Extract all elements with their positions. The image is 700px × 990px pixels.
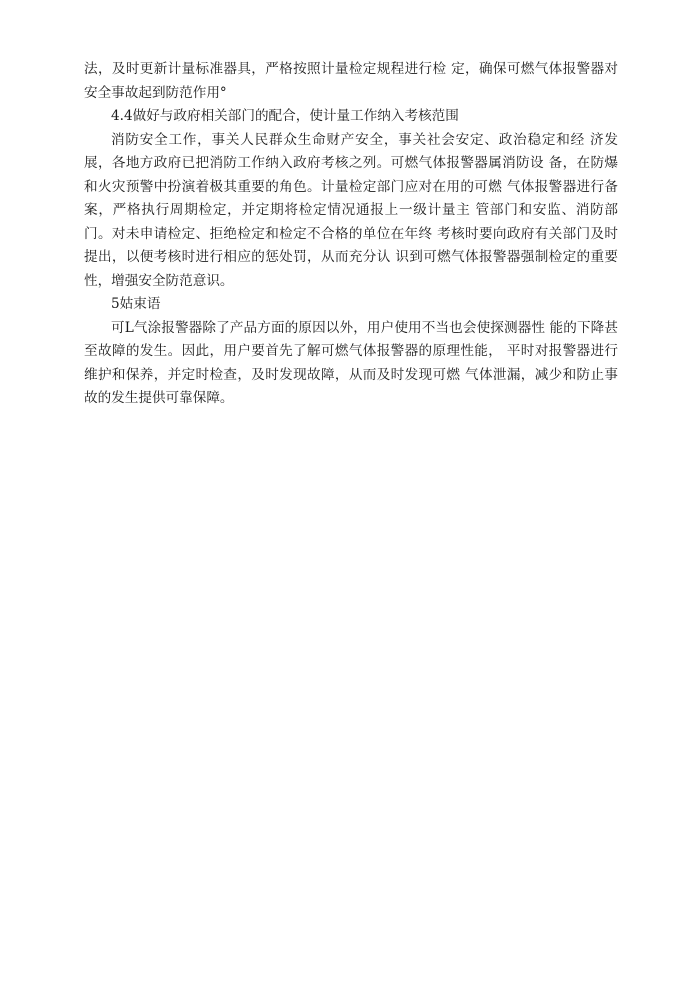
section-heading-5: 5姑束语	[111, 296, 161, 312]
section-heading-4-4: 4.4做好与政府相关部门的配合，使计量工作纳入考核范围	[111, 108, 459, 124]
document-body	[84, 58, 618, 411]
paragraph-conclusion: 可L气涂报警器除了产品方面的原因以外，用户使用不当也会使探测器性 能的下降甚至故障的发生。因此，用户要首先了解可燃气体报警器的原理性能， 平时对报警器进行维护和保养，并定时检查，及时发现故障，从而及时发现可燃 气体泄漏，减少和防止事故的发生提供可靠保障。	[84, 319, 618, 406]
paragraph-fire-safety: 消防安全工作，事关人民群众生命财产安全，事关社会安定、政治稳定和经 济发展，各地方政府已把消防工作纳入政府考核之列。可燃气体报警器属消防设 备，在防爆和火灾预警中扮演着极其重要的角色。计量检定部门应对在用的可燃 气体报警器进行备案，严格执行周期检定，并定期将检定情况通报上一级计量主 管部门和安监、消防部门。对未申请检定、拒绝检定和检定不合格的单位在年终 考核时要向政府有关部门及时提出，以便考核时进行相应的惩处罚，从而充分认 识到可燃气体报警器强制检定的重要性，增强安全防范意识。	[84, 131, 618, 289]
paragraph-continuation: 法，及时更新计量标准器具，严格按照计量检定规程进行检 定，确保可燃气体报警器对安全事故起到防范作用°	[84, 61, 618, 101]
